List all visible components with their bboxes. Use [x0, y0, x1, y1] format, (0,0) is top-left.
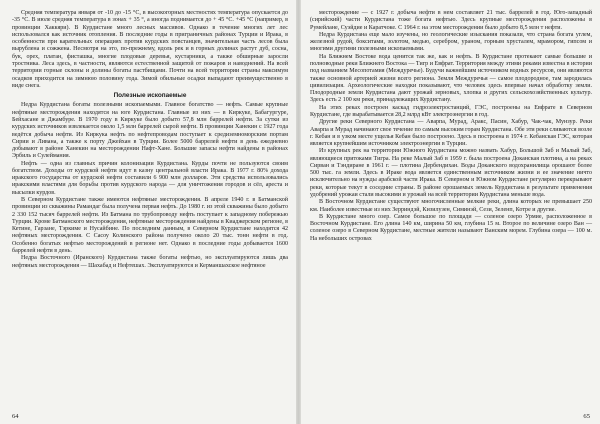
paragraph: Недра Курдистана еще мало изучены, но геологические изыскания показали, что страна богата углем, железной рудой, бокситами, золотом, медью, серебром, ураном, горным хрусталем, мрамором, гипсом и многими другими полезными ископаемыми. — [310, 31, 592, 53]
paragraph: На Ближнем Востоке вода ценится так же, как и нефть. В Курдистане протекают самые большие и полноводные реки Ближнего Востока — Тигр и Евфрат. Территория между этими реками известна в истории под названием Месопотамия (Междуречье). Будучи важнейшим источником водных ресурсов, они являются также основной артерией жизни всего региона. Земля Междуречья — самое плодородное, там зародилась цивилизация. Археологические находки показывают, что человек здесь впервые начал обработку земли. Плодородные земли Курдистана дают урожай зерновых, хлопка и других сельскохозяйственных культур. Здесь есть 2 100 км реки, принадлежащих Курдистану. — [310, 53, 592, 104]
left-text-column — [12, 10, 288, 270]
paragraph: Средняя температура января от -10 до -15 °С, в высокогорных местностях температура опускается до -35 °С. В июле средняя температура в зонах + 35 °, а иногда поднимается до + 45 °С. +45 °С (например, в провинции Хаккяри). В Курдистане много лесных массивов. Однако в течение многих лет лес использовался как источник отопления. В последние годы в приграничных районах Турции и Ирака, в особенности при карательных операциях против курдских повстанцев, значительная часть лесов была вырублена и сожжена. Несмотря на это, по-прежнему, вдоль рек и в горных долинах растут дуб, сосна, бук, орех, платан, фисташка, многие плодовые деревья, кустарники, а также обширные заросли тростника. Леса здесь, в частности, являются естественной защитой от пожаров и наводнений. На всей территории горные склоны и долины богаты пастбищами. Почти на всей территории страны максимум осадков приходится на зимнюю половину года. Зимой обильные осадки выпадают преимущественно в виде снега. — [12, 10, 288, 89]
left-page — [0, 0, 297, 424]
page-number-left: 64 — [12, 413, 19, 420]
paragraph: Из крупных рек на территории Южного Курдистана можно назвать Хабур, Большой Заб и Малый Заб, являющиеся притоками Тигра. На реке Малый Заб в 1959 г. была построена Доканская плотина, а на реках Сирван и Тэндиране в 1961 г. — плотина Дербендихан. Воды Доканского водохранилища орошают более 500 тыс. га земли. Здесь в Ираке вода является единственным источником жизни и ее значение ничто исключительно на нужды арабской части Ирака. В Северном и Южном Курдистане регулярно перекрывают реки, которые текут в соседние страны. В районе орошаемых земель Курдистана в результате применения удобрений урожаи стали высокими и урожай на всей территории Курдистана меньше вода. — [310, 148, 592, 199]
right-page — [300, 0, 600, 424]
paragraph: В Курдистане много озер. Самое большое по площади — соленое озеро Урмие, расположенное в Восточном Курдистане. Его длина 140 км, ширина 50 км, глубина 15 м. Второе по величине озеро Ван — соленое озеро в Северном Курдистане, местные жители называют Ванским морем. Глубина озера — 100 м. На небольших островах — [310, 213, 592, 242]
paragraph: В Восточном Курдистане существуют многочисленные мелкие реки, длина которых не превышает 250 км. Наиболее известные из них Зерриндэй, Кизилузен, Симинэй, Сези, Зеленп, Котре и другие. — [310, 199, 592, 213]
section-heading: Полезные ископаемые — [113, 92, 187, 100]
paragraph: Нефть — одна из главных причин колонизации Курдистана. Курды почти не пользуются своим богатством. Доходы от курдской нефти идут в казну центральной власти Ирака. В 1977 г. 80% дохода иракского государства от курдской нефти составили 6 900 млн долларов. Эти средства использовались иракскими властями для борьбы против курдского народа — для уничтожения городов и сёл, ареста и высылки курдов. — [12, 160, 288, 196]
paragraph: На этих реках построен каскад гидроэлектростанций, ГЭС, построены на Евфрате в Северном Курдистане, где вырабатывается 28,2 млрд кВт электроэнергии в год. — [310, 104, 592, 118]
paragraph: Другие реки Северного Курдистана — Аварпа, Мурад, Аракс, Пасин, Хабур, Чак-чак, Мунзур. Реки Аварпа и Мурад начинают свое течение по самым высоким горам Курдистана. Обе эти реки сливаются возле г. Кебан и в узком месте ущелья Кебан было построено. Здесь в построена в 1974 г. Кебанская ГЭС, которая является крупнейшим источником электроэнергии в Турции. — [310, 119, 592, 148]
page-number-right: 65 — [583, 413, 590, 420]
right-text-column — [310, 10, 592, 243]
paragraph: месторождение — с 1927 г. добыча нефти в нем составляет 21 тыс. баррелей в год. Юго-западный (сирийский) части Курдистана тоже богата нефтью. Здесь крупные месторождения расположены в Румейлане, Суэйдие и Каратчоке. С 1964 г. на этом месторождении было добыто 8,5 млн т нефти. — [310, 10, 592, 31]
paragraph: В Северном Курдистане также имеются нефтяные месторождения. В апреле 1940 г. в Батманской провинции из скважины Рамандаг была получена первая нефть. До 1980 г. из этой скважины было добыто 2 330 152 тысяч баррелей нефти. Из Батмана по трубопроводу нефть поступает к западному побережью Турции. Кроме Батманского месторождения, нефтяные месторождения найдены в Киаджерском регионе, в Кетине, Гарзане, Тэркиме и Нусайбине. По последним данным, в Северном Курдистане находятся 42 нефтяных месторождения. С Сасоу Колинского района получено около 20 тыс. тонн нефти в год. Особенно богатых нефтью месторождений в регионе нет. Однако в последние годы добывается 1600 баррелей нефти в день. — [12, 197, 288, 254]
paragraph: Недра Курдистана богаты полезными ископаемыми. Главное богатство — нефть. Самые крупные нефтяные месторождения находятся на юге Курдистана. Главные из них — в Киркуке, Бабагургуре, Бейхасане и Джамбуре. В 1970 году в Киркуке было добыто 57,8 млн баррелей нефти. За сутки из курдских источников извлекается около 1,5 млн баррелей сырой нефти. В провинции Ханекин с 1927 года ведётся добыча нефти. Из Киркука нефть по нефтепроводам поступает к средиземноморским портам Сирии и Ливана, а также к порту Джейхан в Турции. Более 5000 баррелей нефти в день ежедневно добывают в районе Ханекин на месторождении Нафт-Хане. Большие запасы нефти найдены в районах Эрбиль и Сулеймания. — [12, 102, 288, 160]
paragraph: Недра Восточного (Иранского) Курдистана также богаты нефтью, но эксплуатируются лишь два нефтяных месторождения — Шахабад и Нефтешах. Эксплуатируются и Керманшахское нефтяное — [12, 255, 288, 269]
